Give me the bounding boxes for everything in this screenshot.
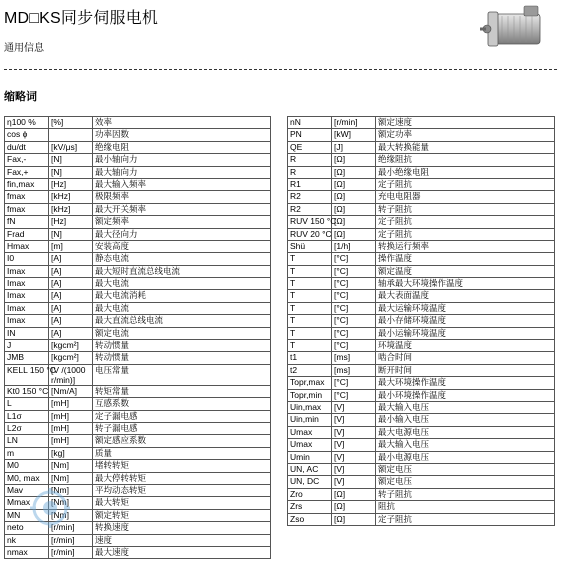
table-row [288, 278, 555, 290]
abbreviation-symbol: PN [288, 129, 332, 141]
abbreviation-symbol: Imax [5, 302, 49, 314]
abbreviation-description: 最大电流 [93, 302, 271, 314]
abbreviation-unit: [J] [332, 141, 376, 153]
table-row [288, 166, 555, 178]
abbreviation-unit: [°C] [332, 340, 376, 352]
abbreviation-description: 最大停转转矩 [93, 472, 271, 484]
abbreviation-symbol: cos ϕ [5, 129, 49, 141]
abbreviation-symbol: Frad [5, 228, 49, 240]
abbreviation-unit: [mH] [49, 422, 93, 434]
abbreviation-unit: [ms] [332, 364, 376, 376]
abbreviation-unit: [Ω] [332, 228, 376, 240]
table-row [5, 447, 271, 459]
table-row [288, 228, 555, 240]
abbreviation-symbol: Topr,min [288, 389, 332, 401]
abbreviation-symbol: R1 [288, 178, 332, 190]
abbreviation-unit: [A] [49, 253, 93, 265]
abbreviation-description: 额定功率 [376, 129, 555, 141]
abbreviation-unit: [Ω] [332, 488, 376, 500]
abbreviation-description: 操作温度 [376, 253, 555, 265]
abbreviation-unit: [°C] [332, 290, 376, 302]
abbreviation-unit [49, 129, 93, 141]
abbreviation-unit: [mH] [49, 410, 93, 422]
abbreviation-description: 互感系数 [93, 398, 271, 410]
abbreviation-description: 额定速度 [376, 117, 555, 129]
abbreviation-unit: [V] [332, 463, 376, 475]
abbreviation-description: 啮合时间 [376, 352, 555, 364]
table-row [5, 340, 271, 352]
abbreviation-unit: [r/min] [49, 546, 93, 558]
abbreviation-description: 最小存储环境温度 [376, 315, 555, 327]
abbreviation-unit: [mH] [49, 435, 93, 447]
abbreviation-description: 额定频率 [93, 216, 271, 228]
table-row [288, 302, 555, 314]
abbreviation-symbol: R [288, 154, 332, 166]
abbreviation-symbol: nk [5, 534, 49, 546]
abbreviation-unit: [Nm] [49, 509, 93, 521]
table-row [288, 389, 555, 401]
abbreviation-description: 最小电源电压 [376, 451, 555, 463]
abbreviation-description: 最大电流消耗 [93, 290, 271, 302]
table-row [5, 546, 271, 558]
abbreviation-description: 转子阻抗 [376, 488, 555, 500]
abbreviation-description: 最大运输环境温度 [376, 302, 555, 314]
abbreviation-unit: [V] [332, 439, 376, 451]
abbreviation-description: 最大直流总线电流 [93, 315, 271, 327]
table-row [5, 117, 271, 129]
abbreviation-unit: [Ω] [332, 154, 376, 166]
abbreviation-unit: [r/min] [332, 117, 376, 129]
abbreviation-symbol: t2 [288, 364, 332, 376]
abbreviation-unit: [Ω] [332, 178, 376, 190]
table-row [5, 364, 271, 385]
abbreviation-symbol: Imax [5, 315, 49, 327]
table-row [5, 216, 271, 228]
page-title: MD□KS同步伺服电机 [4, 10, 159, 27]
abbreviation-description: 最小绝缘电阻 [376, 166, 555, 178]
abbreviation-symbol: Mav [5, 484, 49, 496]
abbreviation-description: 最小轴向力 [93, 154, 271, 166]
abbreviation-unit: [1/h] [332, 240, 376, 252]
abbreviation-description: 转动惯量 [93, 340, 271, 352]
abbreviation-unit: [Ω] [332, 191, 376, 203]
abbreviation-symbol: T [288, 327, 332, 339]
table-row [288, 352, 555, 364]
abbreviation-unit: [r/min] [49, 522, 93, 534]
page-subtitle: 通用信息 [4, 43, 44, 54]
table-row [5, 228, 271, 240]
abbreviation-unit: [°C] [332, 253, 376, 265]
table-row [288, 513, 555, 525]
abbreviation-description: 静态电流 [93, 253, 271, 265]
abbreviation-unit: [kW] [332, 129, 376, 141]
abbreviation-unit: [V] [332, 414, 376, 426]
table-row [5, 327, 271, 339]
abbreviation-unit: [kHz] [49, 191, 93, 203]
abbreviation-description: 额定电压 [376, 476, 555, 488]
table-row [288, 463, 555, 475]
abbreviation-unit: [Ω] [332, 216, 376, 228]
abbreviation-symbol: Umax [288, 426, 332, 438]
abbreviation-symbol: T [288, 253, 332, 265]
table-row [5, 154, 271, 166]
abbreviation-description: 最大电源电压 [376, 426, 555, 438]
table-row [5, 497, 271, 509]
abbreviation-description: 最大开关频率 [93, 203, 271, 215]
table-row [288, 488, 555, 500]
table-row [288, 117, 555, 129]
abbreviation-description: 转换速度 [93, 522, 271, 534]
abbreviation-symbol: t1 [288, 352, 332, 364]
table-row [5, 191, 271, 203]
table-row [5, 509, 271, 521]
abbreviation-symbol: Zrs [288, 501, 332, 513]
abbreviation-description: 堵转转矩 [93, 460, 271, 472]
separator-line [4, 69, 557, 70]
table-row [5, 534, 271, 546]
abbreviation-unit: [°C] [332, 327, 376, 339]
abbreviation-symbol: fin,max [5, 178, 49, 190]
abbreviation-description: 最大输入电压 [376, 439, 555, 451]
abbreviation-symbol: T [288, 302, 332, 314]
abbreviation-symbol: Topr,max [288, 377, 332, 389]
table-row [5, 253, 271, 265]
abbreviation-symbol: QE [288, 141, 332, 153]
abbreviation-symbol: R [288, 166, 332, 178]
abbreviation-table-left [4, 116, 271, 559]
abbreviation-description: 效率 [93, 117, 271, 129]
abbreviation-description: 阻抗 [376, 501, 555, 513]
abbreviation-description: 电压常量 [93, 364, 271, 385]
abbreviation-symbol: JMB [5, 352, 49, 364]
abbreviation-description: 定子阻抗 [376, 228, 555, 240]
abbreviation-description: 最大短时直流总线电流 [93, 265, 271, 277]
abbreviation-symbol: Fax,+ [5, 166, 49, 178]
abbreviation-description: 轴承最大环境操作温度 [376, 278, 555, 290]
table-row [5, 460, 271, 472]
table-row [5, 385, 271, 397]
table-row [288, 178, 555, 190]
abbreviation-symbol: KELL 150 °C [5, 364, 49, 385]
table-row [288, 501, 555, 513]
table-row [288, 154, 555, 166]
abbreviation-symbol: Zro [288, 488, 332, 500]
abbreviation-description: 转子漏电感 [93, 422, 271, 434]
abbreviation-unit: [N] [49, 228, 93, 240]
abbreviation-description: 转子阻抗 [376, 203, 555, 215]
abbreviation-symbol: T [288, 278, 332, 290]
table-row [288, 377, 555, 389]
abbreviation-symbol: fN [5, 216, 49, 228]
abbreviation-description: 额定转矩 [93, 509, 271, 521]
abbreviation-unit: [Hz] [49, 178, 93, 190]
abbreviation-symbol: neto [5, 522, 49, 534]
abbreviation-description: 平均动态转矩 [93, 484, 271, 496]
abbreviation-unit: [kHz] [49, 203, 93, 215]
abbreviation-symbol: L2σ [5, 422, 49, 434]
abbreviation-symbol: T [288, 315, 332, 327]
abbreviation-symbol: Imax [5, 278, 49, 290]
abbreviation-description: 定子漏电感 [93, 410, 271, 422]
table-row [5, 129, 271, 141]
abbreviation-unit: [°C] [332, 389, 376, 401]
abbreviation-unit: [°C] [332, 265, 376, 277]
abbreviation-description: 断开时间 [376, 364, 555, 376]
table-row [288, 364, 555, 376]
abbreviation-unit: [%] [49, 117, 93, 129]
table-row [5, 302, 271, 314]
abbreviation-symbol: nN [288, 117, 332, 129]
abbreviation-symbol: Hmax [5, 240, 49, 252]
abbreviation-description: 绝缘阻抗 [376, 154, 555, 166]
table-row [5, 290, 271, 302]
abbreviation-symbol: LN [5, 435, 49, 447]
abbreviation-unit: [A] [49, 290, 93, 302]
abbreviation-symbol: m [5, 447, 49, 459]
abbreviation-symbol: Umin [288, 451, 332, 463]
table-row [288, 439, 555, 451]
abbreviation-unit: [ms] [332, 352, 376, 364]
abbreviation-unit: [°C] [332, 278, 376, 290]
table-row [288, 340, 555, 352]
abbreviation-unit: [kV/μs] [49, 141, 93, 153]
abbreviation-symbol: T [288, 265, 332, 277]
table-row [5, 141, 271, 153]
table-row [288, 451, 555, 463]
table-row [5, 265, 271, 277]
table-row [288, 216, 555, 228]
abbreviation-unit: [kg] [49, 447, 93, 459]
abbreviation-description: 最小输入电压 [376, 414, 555, 426]
abbreviation-description: 绝缘电阻 [93, 141, 271, 153]
abbreviation-description: 极限频率 [93, 191, 271, 203]
abbreviation-description: 速度 [93, 534, 271, 546]
abbreviation-unit: [kgcm²] [49, 352, 93, 364]
table-row [5, 472, 271, 484]
abbreviation-symbol: Kt0 150 °C [5, 385, 49, 397]
table-row [5, 484, 271, 496]
abbreviation-symbol: L1σ [5, 410, 49, 422]
abbreviation-unit: [°C] [332, 302, 376, 314]
abbreviation-unit: [N] [49, 166, 93, 178]
abbreviation-unit: [Ω] [332, 513, 376, 525]
abbreviation-table-right [287, 116, 555, 526]
abbreviation-unit: [Nm] [49, 484, 93, 496]
abbreviation-symbol: nmax [5, 546, 49, 558]
abbreviation-symbol: J [5, 340, 49, 352]
table-row [5, 278, 271, 290]
table-row [288, 327, 555, 339]
abbreviation-symbol: η100 % [5, 117, 49, 129]
abbreviation-symbol: fmax [5, 191, 49, 203]
abbreviation-unit: [N] [49, 154, 93, 166]
abbreviation-unit: [V /(1000 r/min)] [49, 364, 93, 385]
abbreviation-unit: [Nm] [49, 497, 93, 509]
abbreviation-description: 转矩常量 [93, 385, 271, 397]
table-row [5, 315, 271, 327]
abbreviation-description: 额定感应系数 [93, 435, 271, 447]
abbreviation-description: 安装高度 [93, 240, 271, 252]
abbreviation-symbol: L [5, 398, 49, 410]
abbreviation-description: 充电电阻器 [376, 191, 555, 203]
abbreviation-unit: [m] [49, 240, 93, 252]
abbreviation-unit: [°C] [332, 377, 376, 389]
abbreviation-symbol: du/dt [5, 141, 49, 153]
table-row [288, 191, 555, 203]
abbreviation-description: 最大速度 [93, 546, 271, 558]
abbreviation-symbol: Fax,- [5, 154, 49, 166]
abbreviation-symbol: fmax [5, 203, 49, 215]
table-row [288, 476, 555, 488]
abbreviation-description: 最大输入电压 [376, 401, 555, 413]
table-row [5, 352, 271, 364]
abbreviation-symbol: UN, AC [288, 463, 332, 475]
abbreviation-symbol: RUV 150 °C [288, 216, 332, 228]
abbreviation-description: 最大径向力 [93, 228, 271, 240]
abbreviation-unit: [Nm] [49, 472, 93, 484]
abbreviation-symbol: Umax [288, 439, 332, 451]
abbreviation-symbol: R2 [288, 203, 332, 215]
abbreviation-unit: [A] [49, 265, 93, 277]
abbreviation-unit: [Nm] [49, 460, 93, 472]
abbreviation-symbol: RUV 20 °C [288, 228, 332, 240]
abbreviation-symbol: Imax [5, 265, 49, 277]
abbreviation-symbol: Uin,min [288, 414, 332, 426]
abbreviation-description: 转动惯量 [93, 352, 271, 364]
abbreviation-description: 最大转换能量 [376, 141, 555, 153]
abbreviation-unit: [V] [332, 451, 376, 463]
abbreviation-unit: [kgcm²] [49, 340, 93, 352]
abbreviation-description: 最大电流 [93, 278, 271, 290]
table-row [288, 253, 555, 265]
table-row [5, 410, 271, 422]
abbreviation-description: 功率因数 [93, 129, 271, 141]
abbreviation-symbol: Uin,max [288, 401, 332, 413]
table-row [288, 129, 555, 141]
abbreviation-description: 最小运输环境温度 [376, 327, 555, 339]
abbreviation-symbol: IN [5, 327, 49, 339]
abbreviation-description: 最大输入频率 [93, 178, 271, 190]
servo-motor-image [478, 2, 558, 54]
abbreviation-unit: [mH] [49, 398, 93, 410]
table-row [288, 203, 555, 215]
abbreviation-unit: [Ω] [332, 203, 376, 215]
abbreviation-description: 额定电压 [376, 463, 555, 475]
table-row [5, 203, 271, 215]
table-row [5, 522, 271, 534]
abbreviation-symbol: M0, max [5, 472, 49, 484]
table-row [288, 290, 555, 302]
abbreviation-description: 最小环境操作温度 [376, 389, 555, 401]
abbreviation-symbol: MN [5, 509, 49, 521]
table-row [288, 265, 555, 277]
abbreviation-symbol: T [288, 340, 332, 352]
abbreviation-symbol: Shü [288, 240, 332, 252]
abbreviation-unit: [V] [332, 401, 376, 413]
table-row [5, 166, 271, 178]
abbreviation-description: 最大转矩 [93, 497, 271, 509]
section-title: 缩略词 [4, 91, 37, 103]
abbreviation-unit: [Nm/A] [49, 385, 93, 397]
abbreviation-unit: [r/min] [49, 534, 93, 546]
table-row [5, 422, 271, 434]
table-row [288, 401, 555, 413]
abbreviation-description: 定子阻抗 [376, 216, 555, 228]
abbreviation-description: 环境温度 [376, 340, 555, 352]
abbreviation-unit: [Hz] [49, 216, 93, 228]
abbreviation-symbol: I0 [5, 253, 49, 265]
abbreviation-unit: [A] [49, 278, 93, 290]
abbreviation-description: 定子阻抗 [376, 178, 555, 190]
abbreviation-unit: [V] [332, 476, 376, 488]
abbreviation-description: 额定温度 [376, 265, 555, 277]
table-row [288, 240, 555, 252]
table-row [5, 435, 271, 447]
abbreviation-unit: [A] [49, 327, 93, 339]
abbreviation-symbol: M0 [5, 460, 49, 472]
abbreviation-unit: [°C] [332, 315, 376, 327]
abbreviation-description: 最大环境操作温度 [376, 377, 555, 389]
table-row [288, 426, 555, 438]
table-row [5, 178, 271, 190]
abbreviation-description: 定子阻抗 [376, 513, 555, 525]
table-row [5, 240, 271, 252]
abbreviation-symbol: Zso [288, 513, 332, 525]
abbreviation-symbol: Imax [5, 290, 49, 302]
abbreviation-unit: [Ω] [332, 166, 376, 178]
table-row [5, 398, 271, 410]
abbreviation-unit: [V] [332, 426, 376, 438]
abbreviation-description: 转换运行频率 [376, 240, 555, 252]
table-row [288, 414, 555, 426]
table-row [288, 141, 555, 153]
table-row [288, 315, 555, 327]
abbreviation-symbol: T [288, 290, 332, 302]
abbreviation-unit: [Ω] [332, 501, 376, 513]
abbreviation-unit: [A] [49, 302, 93, 314]
abbreviation-symbol: R2 [288, 191, 332, 203]
abbreviation-description: 最大表面温度 [376, 290, 555, 302]
abbreviation-symbol: Mmax [5, 497, 49, 509]
abbreviation-description: 质量 [93, 447, 271, 459]
abbreviation-description: 最大轴向力 [93, 166, 271, 178]
abbreviation-symbol: UN, DC [288, 476, 332, 488]
abbreviation-unit: [A] [49, 315, 93, 327]
abbreviation-description: 额定电流 [93, 327, 271, 339]
